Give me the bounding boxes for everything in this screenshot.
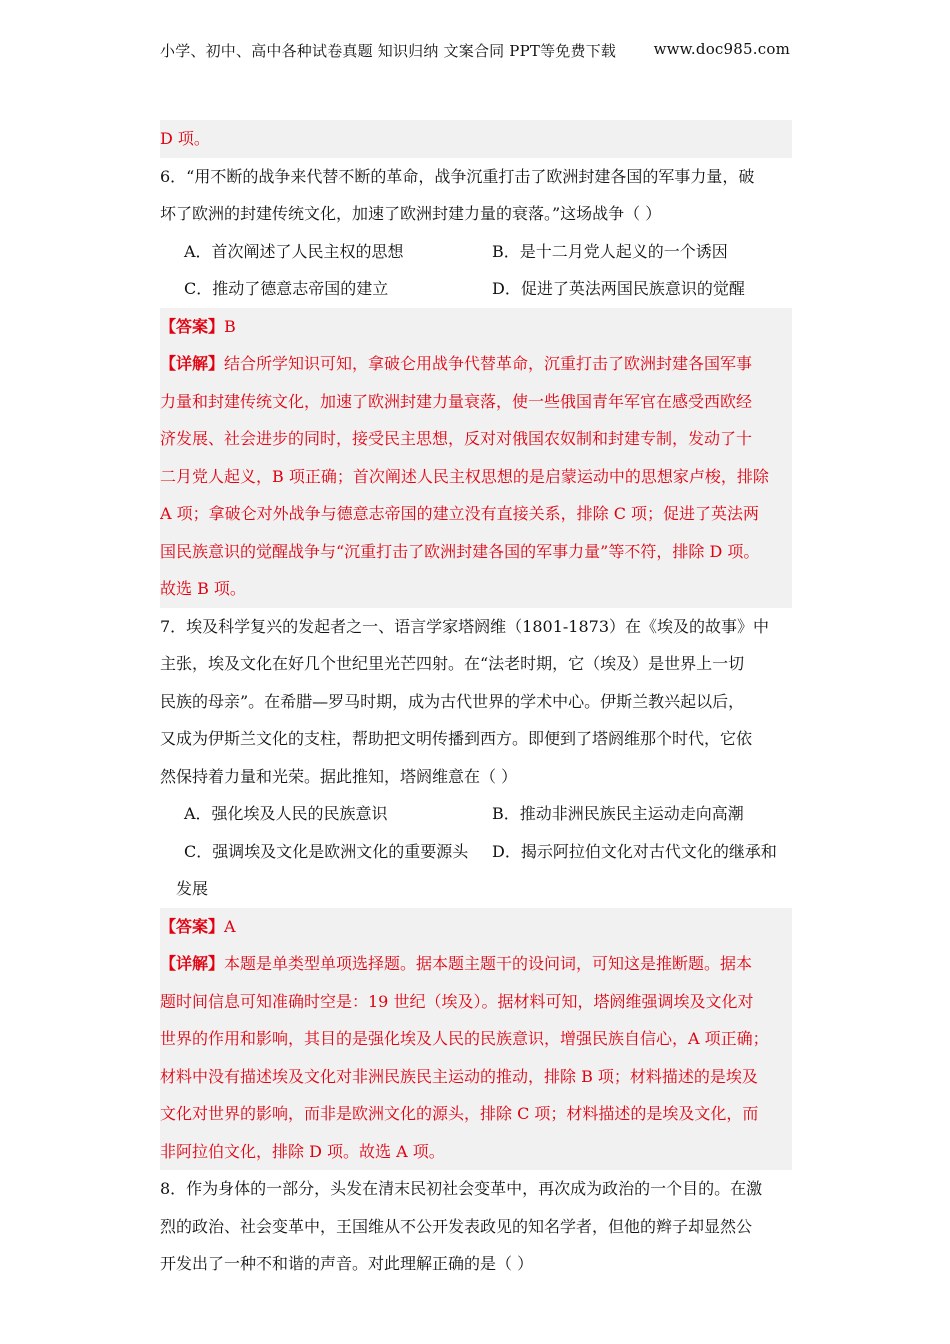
- question-7: [160, 608, 792, 1171]
- q7-stem-line: 7．埃及科学复兴的发起者之一、语言学家塔阏维（1801-1873）在《埃及的故事》中: [160, 616, 770, 636]
- q7-option-d: D．揭示阿拉伯文化对古代文化的继承和: [492, 841, 777, 861]
- q6-option-b: B．是十二月党人起义的一个诱因: [492, 241, 728, 261]
- q7-options-row: [160, 833, 792, 871]
- q7-options-row: [160, 795, 792, 833]
- q7-detail-line: 世界的作用和影响，其目的是强化埃及人民的民族意识，增强民族自信心，A 项正确；: [160, 1029, 769, 1048]
- q6-detail-line: 二月党人起义，B 项正确；首次阐述人民主权思想的是启蒙运动中的思想家卢梭，排除: [160, 466, 769, 486]
- q7-option-c: C．强调埃及文化是欧洲文化的重要源头: [184, 841, 469, 861]
- q7-answer-block: [160, 908, 792, 1171]
- answer-value: B: [224, 316, 236, 336]
- detail-label: 【详解】: [160, 354, 225, 373]
- answer-value: A: [224, 916, 236, 936]
- q6-options-row: [160, 233, 792, 271]
- q7-option-b: B．推动非洲民族民主运动走向高潮: [492, 804, 744, 823]
- answer-label: 【答案】: [160, 916, 225, 936]
- q6-detail-line: 国民族意识的觉醒战争与“沉重打击了欧洲封建各国的军事力量”等不符，排除 D 项。: [160, 541, 760, 561]
- q7-answer: [160, 908, 792, 946]
- q7-detail-line: 文化对世界的影响，而非是欧洲文化的源头，排除 C 项；材料描述的是埃及文化，而: [160, 1104, 759, 1123]
- question-6: [160, 158, 792, 608]
- q7-stem-line: 民族的母亲”。在希腊—罗马时期，成为古代世界的学术中心。伊斯兰教兴起以后，: [160, 691, 745, 711]
- q7-detail-line: 题时间信息可知准确时空是：19 世纪（埃及）。据材料可知，塔阏维强调埃及文化对: [160, 991, 754, 1011]
- header-site: www.doc985.com: [653, 40, 790, 58]
- q6-detail-line: 故选 B 项。: [160, 579, 246, 598]
- q7-option-a: A．强化埃及人民的民族意识: [184, 804, 388, 823]
- detail-label: 【详解】: [160, 954, 225, 973]
- header-text: 小学、初中、高中各种试卷真题 知识归纳 文案合同 PPT等免费下载: [160, 42, 617, 60]
- document-body: [160, 120, 792, 1283]
- q6-detail-line: 济发展、社会进步的同时，接受民主思想，反对对俄国农奴制和封建专制，发动了十: [160, 429, 753, 448]
- prev-answer-tail: D 项。: [160, 120, 792, 158]
- q6-option-c: C．推动了德意志帝国的建立: [184, 279, 389, 298]
- page-header: [160, 40, 790, 61]
- q7-detail-line: 【详解】本题是单类型单项选择题。据本题主题干的设问词，可知这是推断题。据本: [160, 954, 753, 973]
- q6-stem-line: 6．“用不断的战争来代替不断的革命，战争沉重打击了欧洲封建各国的军事力量，破: [160, 166, 755, 186]
- q7-stem-line: 又成为伊斯兰文化的支柱，帮助把文明传播到西方。即便到了塔阏维那个时代，它依: [160, 729, 753, 748]
- q6-detail-line: 力量和封建传统文化，加速了欧洲封建力量衰落，使一些俄国青年军官在感受西欧经: [160, 391, 753, 411]
- q6-stem-line: 坏了欧洲的封建传统文化，加速了欧洲封建力量的衰落。”这场战争（ ）: [160, 204, 662, 223]
- q8-stem-line: 8．作为身体的一部分，头发在清末民初社会变革中，再次成为政治的一个目的。在激: [160, 1179, 763, 1198]
- answer-label: 【答案】: [160, 316, 225, 336]
- q8-stem-line: 开发出了一种不和谐的声音。对此理解正确的是（ ）: [160, 1254, 534, 1273]
- q6-detail-line: A 项；拿破仑对外战争与德意志帝国的建立没有直接关系，排除 C 项；促进了英法两: [160, 504, 760, 523]
- q7-stem-line: 主张，埃及文化在好几个世纪里光芒四射。在“法老时期，它（埃及）是世界上一切: [160, 654, 745, 673]
- q7-option-d-continued: 发展: [176, 879, 209, 898]
- question-8: [160, 1170, 792, 1283]
- q7-stem-line: 然保持着力量和光荣。据此推知，塔阏维意在（ ）: [160, 766, 518, 786]
- q6-option-a: A．首次阐述了人民主权的思想: [184, 241, 404, 261]
- q6-answer-block: [160, 308, 792, 608]
- q7-detail-line: 非阿拉伯文化，排除 D 项。故选 A 项。: [160, 1141, 445, 1161]
- q6-options-row: [160, 270, 792, 308]
- q8-stem-line: 烈的政治、社会变革中，王国维从不公开发表政见的知名学者，但他的辫子却显然公: [160, 1216, 753, 1236]
- q6-option-d: D．促进了英法两国民族意识的觉醒: [492, 279, 745, 298]
- q7-detail-line: 材料中没有描述埃及文化对非洲民族民主运动的推动，排除 B 项；材料描述的是埃及: [160, 1066, 758, 1086]
- q6-answer: [160, 308, 792, 346]
- q6-detail-line: 【详解】结合所学知识可知，拿破仑用战争代替革命，沉重打击了欧洲封建各国军事: [160, 354, 753, 373]
